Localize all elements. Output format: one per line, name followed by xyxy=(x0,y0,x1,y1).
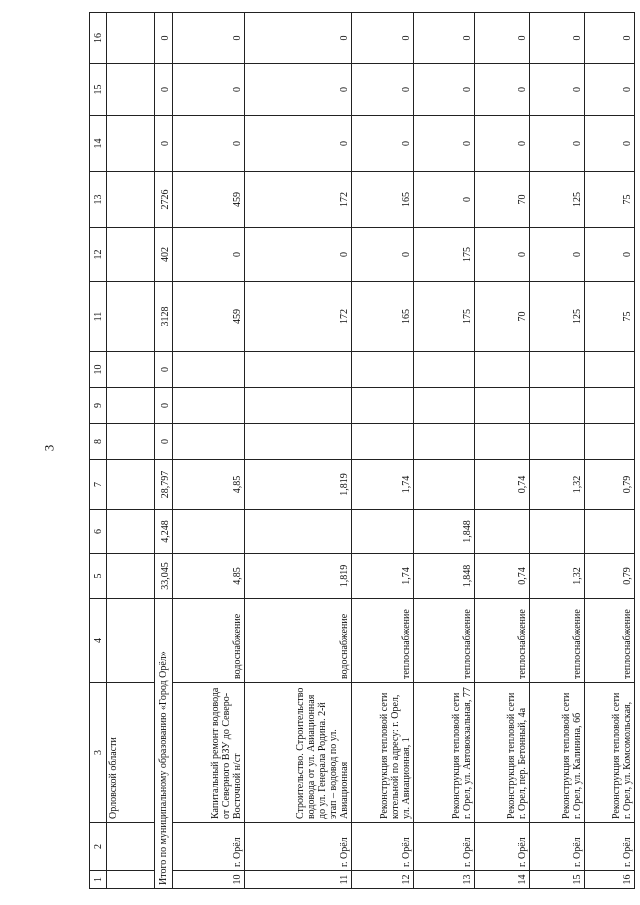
value-cell: 0 xyxy=(413,116,474,172)
value-cell: 125 xyxy=(529,172,584,228)
value-cell: 0 xyxy=(413,64,474,116)
object-name-cell: Строительство. Строительство водовода от ул. Авиационная до ул. Генерала Родина. 2-й этап – водовод по ул. Авиационная xyxy=(245,683,352,823)
value-cell: 175 xyxy=(413,282,474,352)
value-cell xyxy=(172,388,244,424)
value-cell: 1,32 xyxy=(529,460,584,510)
col-header: 12 xyxy=(90,228,107,282)
value-cell xyxy=(413,352,474,388)
value-cell xyxy=(475,388,530,424)
col-header: 1 xyxy=(90,871,107,889)
value-cell: 4,85 xyxy=(172,554,244,599)
total-row xyxy=(155,13,173,889)
total-value: 0 xyxy=(155,424,173,460)
value-cell: 0 xyxy=(584,116,634,172)
city-cell: г. Орёл xyxy=(245,823,352,871)
value-cell: 0 xyxy=(352,64,413,116)
table-row xyxy=(413,13,474,889)
table-row xyxy=(529,13,584,889)
row-number-cell: 10 xyxy=(172,871,244,889)
total-value: 0 xyxy=(155,388,173,424)
value-cell: 125 xyxy=(529,282,584,352)
value-cell: 175 xyxy=(413,228,474,282)
value-cell: 0 xyxy=(352,13,413,64)
value-cell xyxy=(413,424,474,460)
value-cell xyxy=(475,424,530,460)
value-cell xyxy=(413,388,474,424)
value-cell xyxy=(245,510,352,554)
value-cell xyxy=(352,510,413,554)
value-cell: 0 xyxy=(245,116,352,172)
supply-type-cell: теплоснабжение xyxy=(529,599,584,683)
value-cell: 172 xyxy=(245,172,352,228)
total-value: 0 xyxy=(155,116,173,172)
value-cell: 70 xyxy=(475,282,530,352)
col-header: 4 xyxy=(90,599,107,683)
table-row xyxy=(352,13,413,889)
col-header: 14 xyxy=(90,116,107,172)
col-header: 10 xyxy=(90,352,107,388)
value-cell: 0,79 xyxy=(584,554,634,599)
col-header: 15 xyxy=(90,64,107,116)
row-number-cell: 13 xyxy=(413,871,474,889)
supply-type-cell: теплоснабжение xyxy=(584,599,634,683)
city-cell: г. Орёл xyxy=(413,823,474,871)
value-cell: 0 xyxy=(584,64,634,116)
value-cell: 0,79 xyxy=(584,460,634,510)
value-cell xyxy=(245,352,352,388)
object-name-cell: Капитальный ремонт водовода от Северного ВЗУ до Северо-Восточной н/ст xyxy=(172,683,244,823)
city-cell: г. Орёл xyxy=(475,823,530,871)
value-cell: 1,74 xyxy=(352,554,413,599)
value-cell: 165 xyxy=(352,172,413,228)
city-cell: г. Орёл xyxy=(172,823,244,871)
cell xyxy=(107,871,155,889)
value-cell: 459 xyxy=(172,282,244,352)
value-cell xyxy=(584,352,634,388)
row-number-cell: 12 xyxy=(352,871,413,889)
value-cell xyxy=(529,352,584,388)
value-cell: 0 xyxy=(475,116,530,172)
total-value: 0 xyxy=(155,64,173,116)
rotated-table-container xyxy=(89,17,635,889)
total-label: Итого по муниципальному образованию «Город Орёл» xyxy=(155,599,173,889)
table-row xyxy=(245,13,352,889)
value-cell: 4,85 xyxy=(172,460,244,510)
total-value: 4,248 xyxy=(155,510,173,554)
col-header: 13 xyxy=(90,172,107,228)
value-cell xyxy=(352,352,413,388)
value-cell: 1,32 xyxy=(529,554,584,599)
supply-type-cell: водоснабжение xyxy=(172,599,244,683)
value-cell xyxy=(172,424,244,460)
value-cell: 0 xyxy=(172,64,244,116)
value-cell: 0 xyxy=(529,13,584,64)
row-number-cell: 15 xyxy=(529,871,584,889)
value-cell: 0 xyxy=(584,13,634,64)
col-header: 2 xyxy=(90,823,107,871)
value-cell: 0 xyxy=(475,228,530,282)
total-value: 0 xyxy=(155,13,173,64)
value-cell: 0 xyxy=(245,228,352,282)
value-cell xyxy=(245,424,352,460)
value-cell: 0,74 xyxy=(475,460,530,510)
region-cell: Орловской области xyxy=(107,683,155,823)
col-header: 9 xyxy=(90,388,107,424)
value-cell: 0 xyxy=(245,13,352,64)
value-cell: 1,848 xyxy=(413,510,474,554)
value-cell: 0 xyxy=(584,228,634,282)
value-cell: 0 xyxy=(172,13,244,64)
value-cell: 0 xyxy=(352,228,413,282)
value-cell xyxy=(352,388,413,424)
value-cell xyxy=(245,388,352,424)
value-cell: 1,848 xyxy=(413,554,474,599)
total-value: 28,797 xyxy=(155,460,173,510)
value-cell xyxy=(584,388,634,424)
cell xyxy=(107,599,155,683)
value-cell: 172 xyxy=(245,282,352,352)
value-cell: 0 xyxy=(413,172,474,228)
value-cell xyxy=(584,510,634,554)
value-cell xyxy=(475,352,530,388)
col-header: 6 xyxy=(90,510,107,554)
col-header: 11 xyxy=(90,282,107,352)
region-row xyxy=(107,13,155,889)
value-cell xyxy=(529,510,584,554)
value-cell: 1,74 xyxy=(352,460,413,510)
col-header: 5 xyxy=(90,554,107,599)
data-table xyxy=(89,12,635,889)
value-cell xyxy=(475,510,530,554)
col-header: 8 xyxy=(90,424,107,460)
table-row xyxy=(475,13,530,889)
value-cell xyxy=(172,510,244,554)
value-cell: 0 xyxy=(529,228,584,282)
value-cell: 70 xyxy=(475,172,530,228)
city-cell: г. Орёл xyxy=(352,823,413,871)
object-name-cell: Реконструкция тепловой сети г. Орел, ул. Автовокзальная, 77 xyxy=(413,683,474,823)
supply-type-cell: теплоснабжение xyxy=(352,599,413,683)
col-header: 7 xyxy=(90,460,107,510)
col-header: 3 xyxy=(90,683,107,823)
value-cell: 0 xyxy=(475,13,530,64)
value-cell: 0 xyxy=(245,64,352,116)
value-cell xyxy=(584,424,634,460)
header-row xyxy=(90,13,107,889)
object-name-cell: Реконструкция тепловой сети г. Орел, ул. Комсомольская, xyxy=(584,683,634,823)
row-number-cell: 11 xyxy=(245,871,352,889)
value-cell xyxy=(529,388,584,424)
value-cell: 0 xyxy=(475,64,530,116)
value-cell: 459 xyxy=(172,172,244,228)
value-cell: 0 xyxy=(529,64,584,116)
city-cell: г. Орёл xyxy=(584,823,634,871)
page-number: 3 xyxy=(41,444,57,452)
table-row xyxy=(172,13,244,889)
object-name-cell: Реконструкция тепловой сети котельной по адресу: г. Орел, ул. Авиационная, 1 xyxy=(352,683,413,823)
cell xyxy=(107,823,155,871)
value-cell xyxy=(529,424,584,460)
table-row xyxy=(584,13,634,889)
value-cell: 0,74 xyxy=(475,554,530,599)
supply-type-cell: водоснабжение xyxy=(245,599,352,683)
object-name-cell: Реконструкция тепловой сети г. Орел, ул. Калинина, 6б xyxy=(529,683,584,823)
value-cell: 75 xyxy=(584,172,634,228)
supply-type-cell: теплоснабжение xyxy=(413,599,474,683)
value-cell: 0 xyxy=(352,116,413,172)
value-cell: 165 xyxy=(352,282,413,352)
value-cell: 0 xyxy=(413,13,474,64)
supply-type-cell: теплоснабжение xyxy=(475,599,530,683)
total-value: 33,045 xyxy=(155,554,173,599)
object-name-cell: Реконструкция тепловой сети г. Орел, пер. Бетонный, 4а xyxy=(475,683,530,823)
total-value: 2726 xyxy=(155,172,173,228)
value-cell: 0 xyxy=(172,116,244,172)
value-cell: 1,819 xyxy=(245,460,352,510)
value-cell xyxy=(413,460,474,510)
value-cell: 0 xyxy=(529,116,584,172)
total-value: 0 xyxy=(155,352,173,388)
value-cell xyxy=(352,424,413,460)
col-header: 16 xyxy=(90,13,107,64)
total-value: 3128 xyxy=(155,282,173,352)
value-cell: 75 xyxy=(584,282,634,352)
value-cell xyxy=(172,352,244,388)
total-value: 402 xyxy=(155,228,173,282)
value-cell: 1,819 xyxy=(245,554,352,599)
value-cell: 0 xyxy=(172,228,244,282)
row-number-cell: 16 xyxy=(584,871,634,889)
row-number-cell: 14 xyxy=(475,871,530,889)
city-cell: г. Орёл xyxy=(529,823,584,871)
